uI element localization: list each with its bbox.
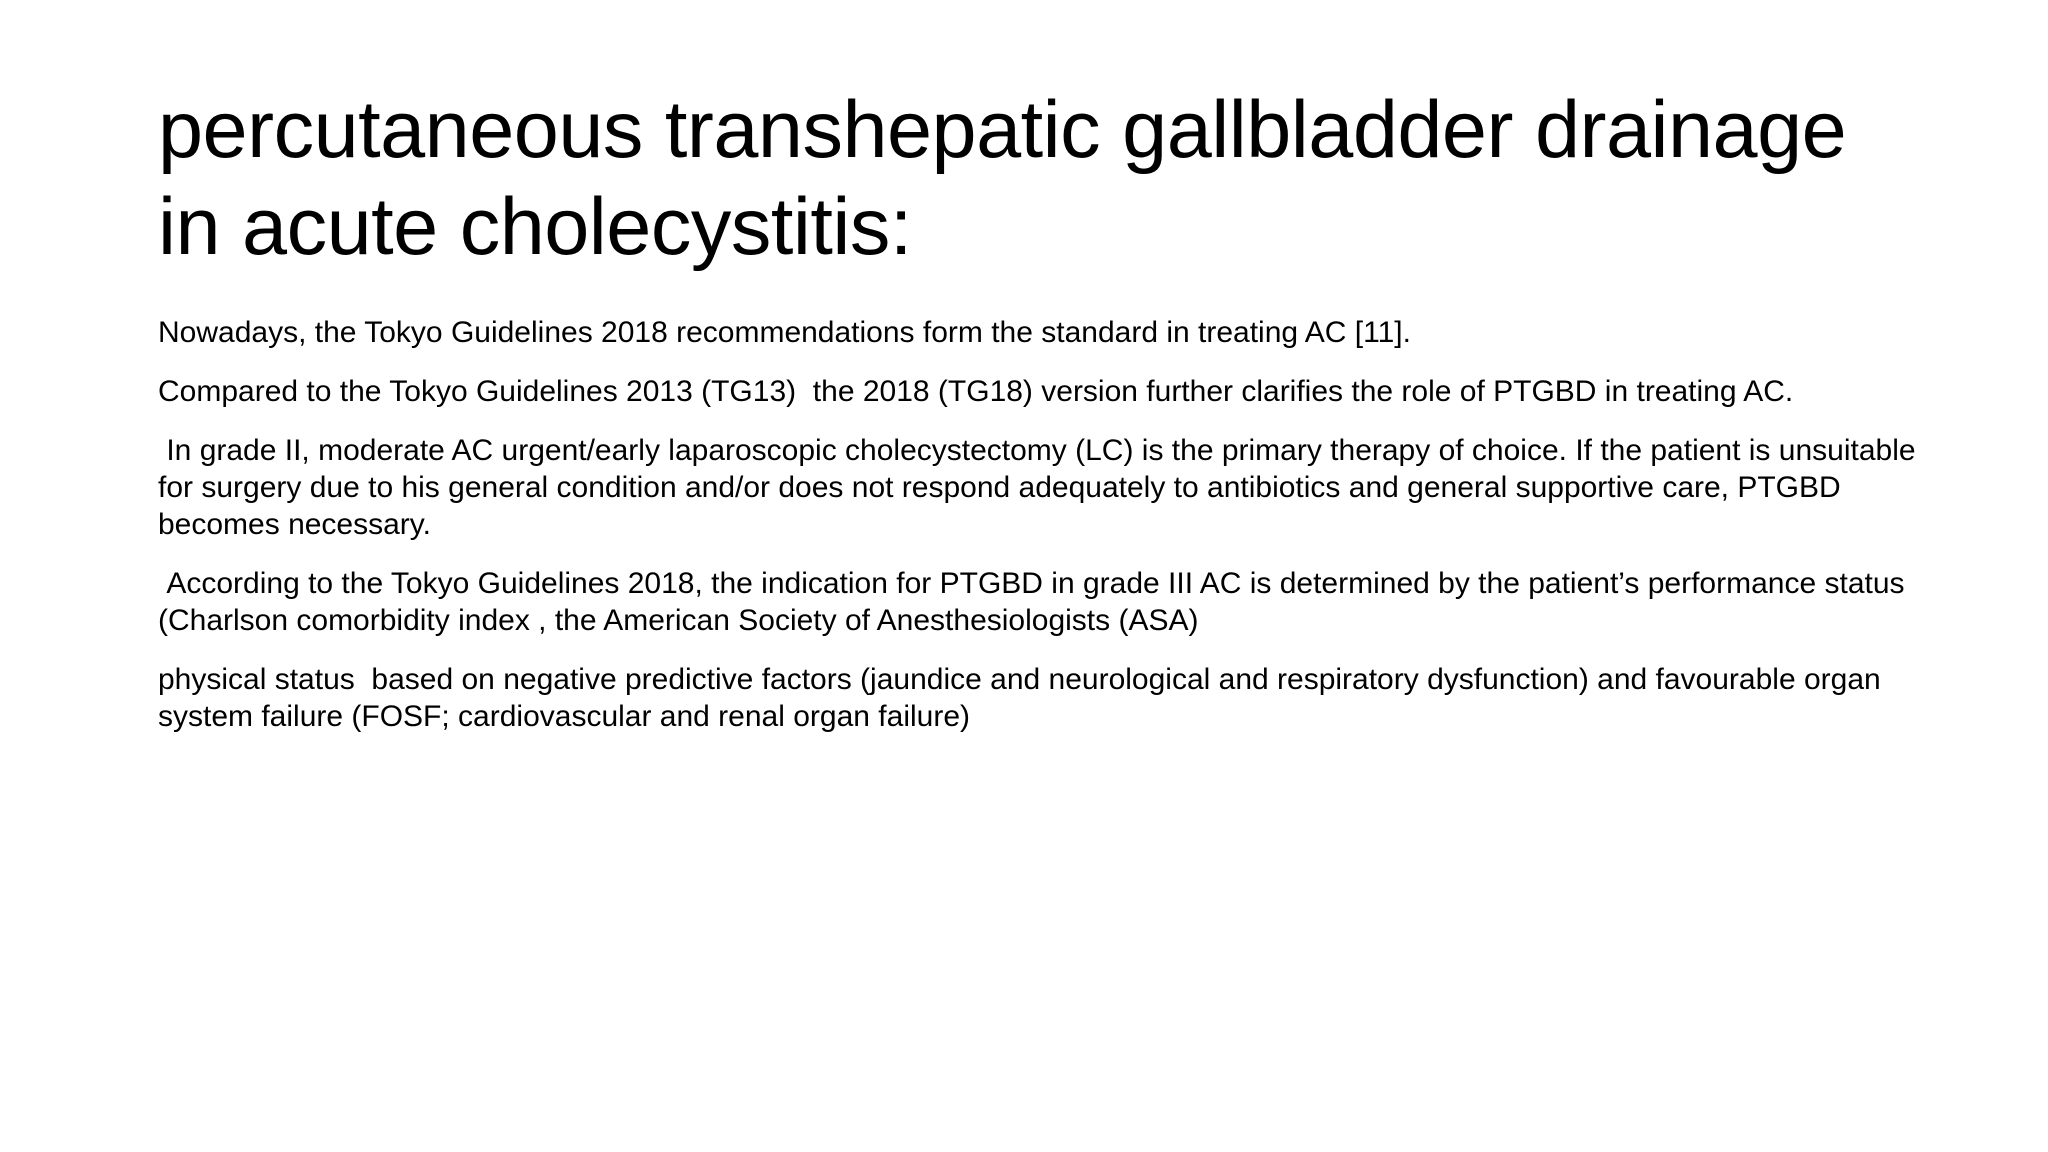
slide-title: percutaneous transhepatic gallbladder drainage in acute cholecystitis: [158,85,1847,272]
paragraph-tg13-comparison: Compared to the Tokyo Guidelines 2013 (TG13) the 2018 (TG18) version further clarifies the role of PTGBD in treating AC. [158,375,1794,408]
paragraph-grade-iii: According to the Tokyo Guidelines 2018, the indication for PTGBD in grade III AC is determined by the patient’s performance status (Charlson comorbidity index , the American Society of Anesthesiologists (ASA) [158,567,1913,637]
slide-body [158,314,1924,757]
paragraph-grade-ii: In grade II, moderate AC urgent/early laparoscopic cholecystectomy (LC) is the primary therapy of choice. If the patient is unsuitable for surgery due to his general condition and/or does not respond adequately to antibiotics and general supportive care, PTGBD becomes necessary. [158,434,1924,541]
paragraph-physical-status: physical status based on negative predictive factors (jaundice and neurological and respiratory dysfunction) and favourable organ system failure (FOSF; cardiovascular and renal organ failure) [158,663,1890,733]
paragraph-tokyo-2018: Nowadays, the Tokyo Guidelines 2018 recommendations form the standard in treating AC [11]. [158,316,1411,349]
